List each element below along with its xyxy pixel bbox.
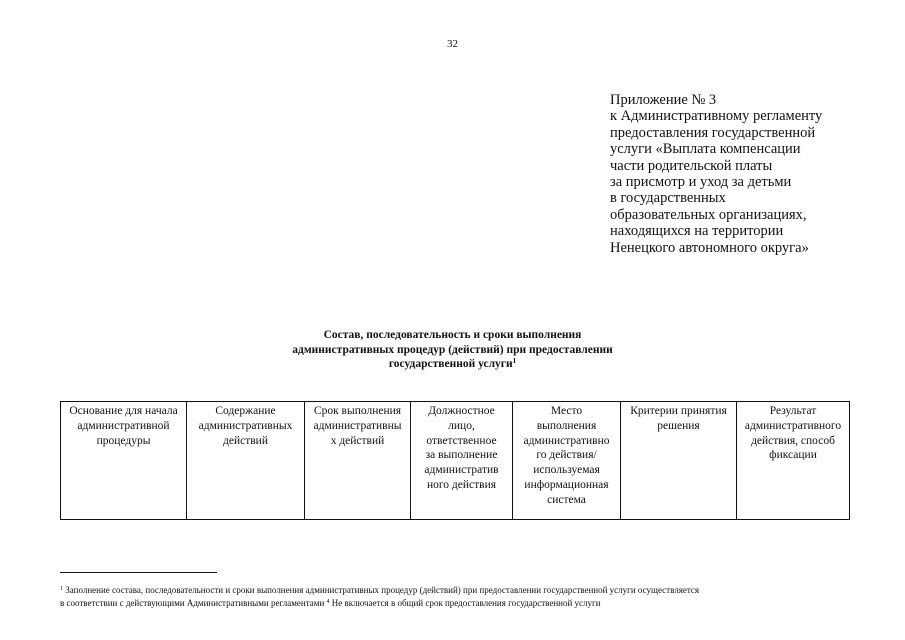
footnote-text: в соответствии с действующими Административными регламентами (60, 598, 325, 608)
appendix-line: за присмотр и уход за детьми (610, 174, 792, 191)
appendix-line: находящихся на территории (610, 223, 784, 240)
appendix-line: образовательных организациях, (610, 206, 807, 223)
appendix-line: услуги «Выплата компенсации (610, 141, 801, 158)
column-header: Срок выполнения административны х действий (305, 402, 411, 520)
footnote-marker: 1 (60, 586, 63, 592)
column-header: Должностное лицо, ответственное за выполнение административ ного действия (411, 402, 513, 520)
footnote-line (60, 597, 860, 610)
column-header: Место выполнения административно го действия/ используемая информационная система (513, 402, 621, 520)
appendix-line: предоставления государственной (610, 124, 816, 141)
procedures-table (60, 401, 850, 520)
footnote-divider (60, 572, 217, 573)
column-header: Критерии принятия решения (621, 402, 737, 520)
appendix-line: Ненецкого автономного округа» (610, 239, 809, 256)
title-line: Состав, последовательность и сроки выполнения (323, 329, 582, 341)
footnote (60, 584, 860, 610)
footnote-text: Не включается в общий срок предоставления государственной услуги (329, 598, 601, 608)
column-header: Результат административного действия, способ фиксации (737, 402, 850, 520)
column-header: Содержание административных действий (187, 402, 305, 520)
title-footnote-ref: 1 (512, 357, 517, 365)
column-header: Основание для начала административной процедуры (61, 402, 187, 520)
table-header-row (61, 402, 850, 520)
footnote-line (60, 584, 860, 597)
title-line: государственной услуги (388, 358, 513, 370)
title-line: административных процедур (действий) при предоставлении (292, 343, 613, 356)
appendix-line: части родительской платы (610, 157, 773, 174)
appendix-line: к Административному регламенту (610, 108, 823, 125)
appendix-line: в государственных (610, 190, 726, 207)
footnote-marker: 4 (326, 599, 330, 605)
appendix-line: Приложение № 3 (610, 92, 717, 108)
title-line-last (150, 357, 755, 372)
document-title (150, 328, 755, 372)
appendix-block (610, 92, 900, 256)
footnote-text: Заполнение состава, последовательности и сроки выполнения административных процедур (действий) при предоставлении государственной услуги осуществляется (63, 585, 700, 595)
page-number: 32 (447, 38, 458, 50)
